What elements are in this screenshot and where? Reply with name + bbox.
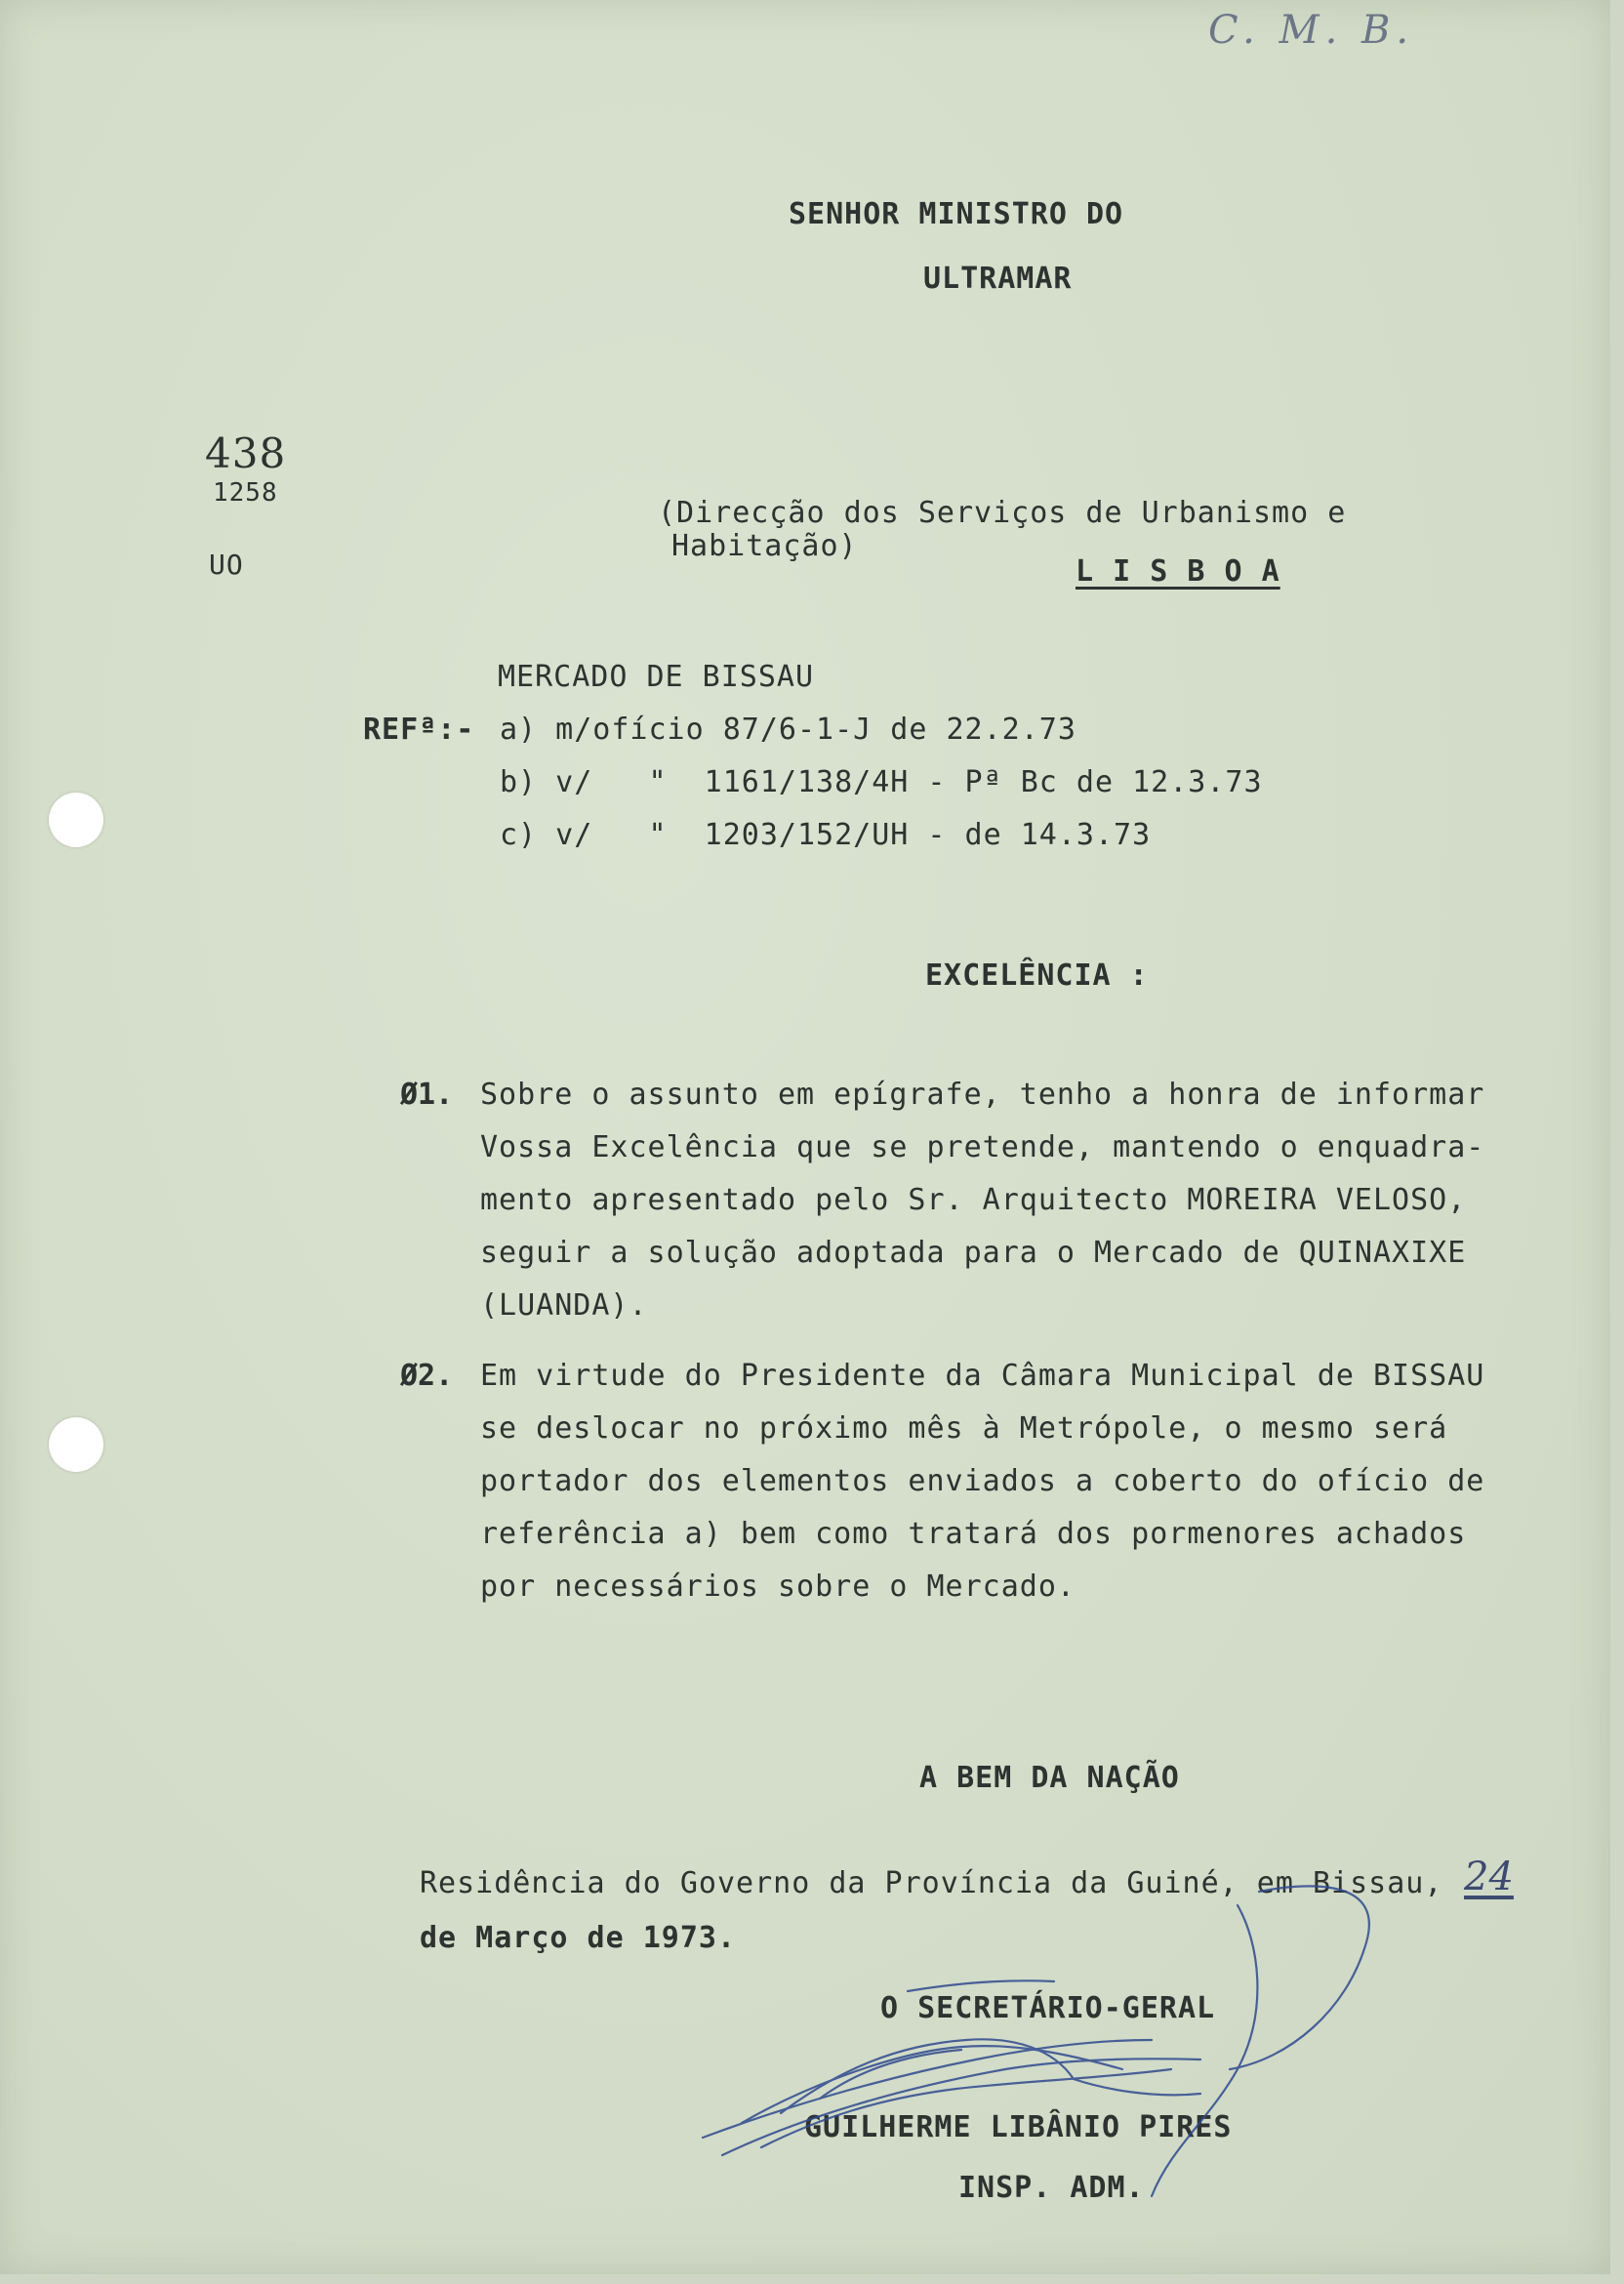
paragraph-2-line: se deslocar no próximo mês à Metrópole, o mesmo será <box>480 1411 1448 1446</box>
paragraph-2-line: Em virtude do Presidente da Câmara Municipal de BISSAU <box>480 1359 1485 1393</box>
place-date-line-1: Residência do Governo da Província da Guiné, em Bissau, <box>420 1866 1443 1900</box>
department-city: L I S B O A <box>1076 554 1280 589</box>
paragraph-2-line: portador dos elementos enviados a coberto do ofício de <box>480 1464 1485 1498</box>
paragraph-1-line: mento apresentado pelo Sr. Arquitecto MOREIRA VELOSO, <box>480 1183 1467 1217</box>
department-line-1: (Direcção dos Serviços de Urbanismo e <box>658 496 1347 530</box>
paragraph-1-line: seguir a solução adoptada para o Mercado de QUINAXIXE <box>480 1236 1467 1270</box>
references-label: REFª:- <box>363 713 475 747</box>
paragraph-2-line: referência a) bem como tratará dos pormenores achados <box>480 1517 1467 1551</box>
addressee-line-2: ULTRAMAR <box>923 262 1073 296</box>
handwritten-initials: C. M. B. <box>1208 8 1415 53</box>
reference-number-main: 438 <box>205 429 287 477</box>
reference-item-b: b) v/ " 1161/138/4H - Pª Bc de 12.3.73 <box>500 765 1263 799</box>
salutation: EXCELÊNCIA : <box>925 958 1149 993</box>
signatory-title: O SECRETÁRIO-GERAL <box>880 1991 1216 2025</box>
handwritten-day: 24 <box>1464 1855 1514 1899</box>
paragraph-1-line: Vossa Excelência que se pretende, mantendo o enquadra- <box>480 1130 1485 1164</box>
addressee-line-1: SENHOR MINISTRO DO <box>789 197 1124 231</box>
closing-formula: A BEM DA NAÇÃO <box>919 1761 1180 1795</box>
paragraph-1-number: Ø1. <box>400 1078 454 1112</box>
place-date-line-2: de Março de 1973. <box>420 1921 737 1955</box>
paragraph-1-line: Sobre o assunto em epígrafe, tenho a honra de informar <box>480 1078 1485 1112</box>
department-line-2: Habitação) <box>671 529 858 563</box>
reference-item-c: c) v/ " 1203/152/UH - de 14.3.73 <box>500 818 1152 852</box>
subject: MERCADO DE BISSAU <box>498 660 815 694</box>
reference-number-sub: 1258 <box>213 478 278 508</box>
paragraph-1-line: (LUANDA). <box>480 1288 648 1323</box>
reference-code: UO <box>209 549 244 581</box>
paragraph-2-number: Ø2. <box>400 1359 454 1393</box>
reference-item-a: a) m/ofício 87/6-1-J de 22.2.73 <box>500 713 1076 747</box>
signatory-name: GUILHERME LIBÂNIO PIRES <box>804 2110 1233 2144</box>
paragraph-2-line: por necessários sobre o Mercado. <box>480 1570 1076 1604</box>
signatory-rank: INSP. ADM. <box>958 2171 1145 2205</box>
